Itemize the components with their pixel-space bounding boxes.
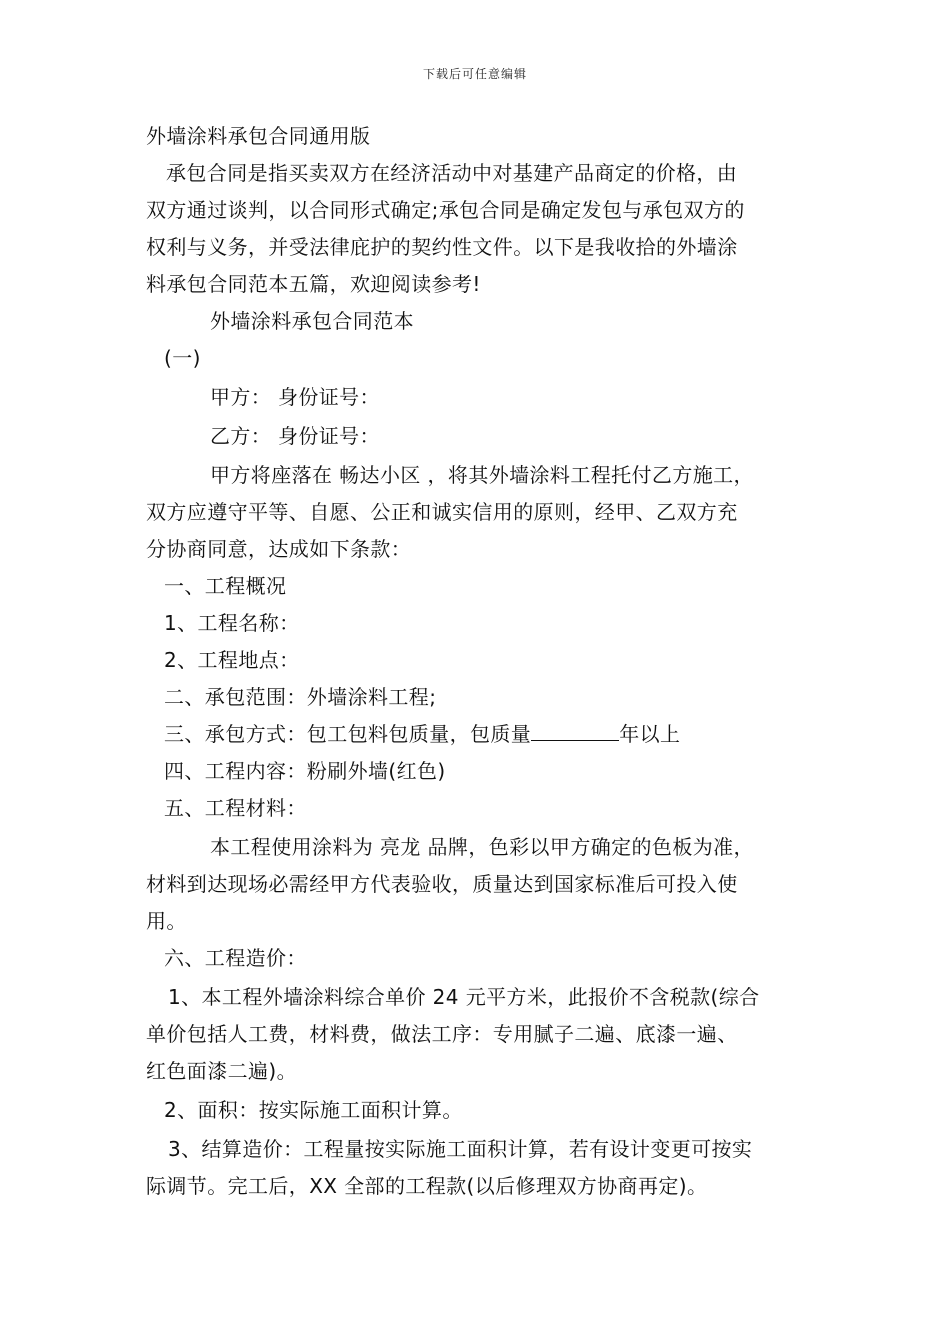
intro-line: 承包合同是指买卖双方在经济活动中对基建产品商定的价格，由 [166, 161, 738, 185]
section-3 [146, 716, 808, 753]
section-5-line: 材料到达现场必需经甲方代表验收，质量达到国家标准后可投入使 [146, 872, 738, 896]
intro-line: 料承包合同范本五篇，欢迎阅读参考! [146, 272, 481, 296]
document-title: 外墙涂料承包合同通用版 [146, 124, 371, 148]
section-5-title: 五、工程材料： [164, 796, 307, 820]
party-b-line: 乙方： 身份证号： [210, 424, 380, 448]
intro-line: 双方通过谈判，以合同形式确定;承包合同是确定发包与承包双方的 [146, 198, 745, 222]
preamble-paragraph [146, 457, 808, 568]
sample-number: (一) [164, 346, 201, 370]
section-6-item-3-line: 3、结算造价：工程量按实际施工面积计算，若有设计变更可按实 [168, 1137, 753, 1161]
section-6-item-1-line: 1、本工程外墙涂料综合单价 24 元平方米，此报价不含税款(综合 [168, 985, 760, 1009]
section-1-title: 一、工程概况 [164, 574, 287, 598]
section-6-item-2: 2、面积：按实际施工面积计算。 [164, 1098, 463, 1122]
party-a-line: 甲方： 身份证号： [210, 385, 380, 409]
document-body [146, 118, 808, 1205]
section-6-item-3-line: 际调节。完工后，XX 全部的工程款(以后修理双方协商再定)。 [146, 1174, 708, 1198]
section-6-item-1-line: 单价包括人工费，材料费，做法工序：专用腻子二遍、底漆一遍、 [146, 1022, 738, 1046]
preamble-line: 分协商同意，达成如下条款： [146, 537, 412, 561]
section-5-line: 本工程使用涂料为 亮龙 品牌，色彩以甲方确定的色板为准， [210, 835, 754, 859]
sample-title: 外墙涂料承包合同范本 [210, 309, 414, 333]
section-6-item-3 [146, 1131, 808, 1205]
preamble-line: 甲方将座落在 畅达小区 ，将其外墙涂料工程托付乙方施工， [210, 463, 754, 487]
intro-paragraph [146, 155, 808, 303]
section-4: 四、工程内容：粉刷外墙(红色) [164, 759, 446, 783]
section-1-item-2: 2、工程地点： [164, 648, 300, 672]
blank-fill-line [531, 718, 619, 741]
section-5-line: 用。 [146, 909, 187, 933]
section-1-item-1: 1、工程名称： [164, 611, 300, 635]
section-3-suffix: 年以上 [619, 722, 681, 746]
section-5-body [146, 829, 808, 940]
section-6-item-1-line: 红色面漆二遍)。 [146, 1059, 298, 1083]
section-6-title: 六、工程造价： [164, 946, 307, 970]
section-3-text: 三、承包方式：包工包料包质量，包质量 [164, 722, 532, 746]
section-6-item-1 [146, 979, 808, 1090]
page-header-note: 下载后可任意编辑 [422, 67, 527, 81]
preamble-line: 双方应遵守平等、自愿、公正和诚实信用的原则，经甲、乙双方充 [146, 500, 738, 524]
intro-line: 权利与义务，并受法律庇护的契约性文件。以下是我收拾的外墙涂 [146, 235, 738, 259]
section-2: 二、承包范围：外墙涂料工程; [164, 685, 437, 709]
